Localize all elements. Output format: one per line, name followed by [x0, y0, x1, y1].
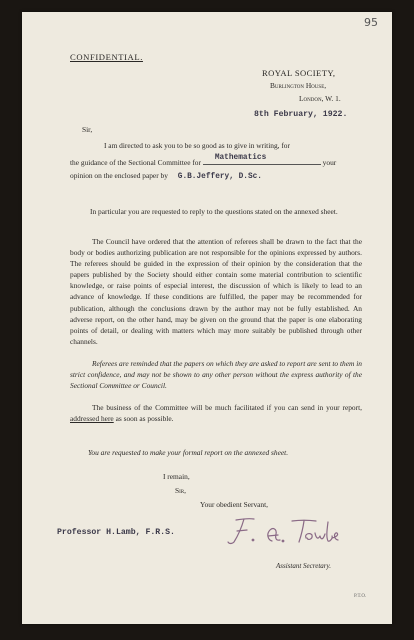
request-line-1: I am directed to ask you to be so good as to give in writing, for [104, 141, 290, 150]
business-text-b: as soon as possible. [115, 414, 174, 424]
signatory-title: Assistant Secretary. [276, 562, 331, 570]
address-line1: Burlington House, [270, 81, 327, 90]
closing-servant: Your obedient Servant, [200, 500, 269, 509]
recipient-name: Professor H.Lamb, F.R.S. [57, 528, 175, 537]
request-post: your [322, 158, 337, 167]
letter-date: 8th February, 1922. [254, 110, 348, 119]
paper-author: G.B.Jeffery, D.Sc. [177, 173, 262, 181]
confidential-heading: CONFIDENTIAL. [70, 52, 143, 62]
request-pre: the guidance of the Sectional Committee for [70, 158, 201, 167]
request-line-3 [70, 171, 262, 181]
folio-number: 95 [364, 16, 378, 29]
paragraph-business [70, 402, 362, 424]
closing-remain: I remain, [163, 472, 190, 481]
committee-blank [203, 156, 321, 165]
paragraph-confidence: Referees are reminded that the papers on which they are asked to report are sent to them in strict confidence, and may not be shown to any other person without the express authority of the Sectional Committee or Council. [70, 359, 362, 391]
closing-sir: Sir, [175, 486, 186, 495]
opinion-pre: opinion on the enclosed paper by [70, 171, 168, 180]
paragraph-questions: In particular you are requested to reply to the questions stated on the annexed sheet. [90, 207, 338, 216]
paragraph-council: The Council have ordered that the attention of referees shall be drawn to the fact that the body or bodies authorizing publication are not responsible for the opinions expressed by authors. The referees should be guided in the expression of their opinion by the consideration that the papers published by the Society should either contain some material contribution to scientific knowledge, or raise points of especial interest, the discussion of which is likely to lead to an advance of knowledge. If these conditions are fulfilled, the paper may be recommended for publication, although the conclusions drawn by the author may not be fully established. An adverse report, on the other hand, may be given on the ground that the paper is one elaborating points of detail, or dealing with matters which may more suitably be published through other channels. [70, 237, 362, 346]
salutation: Sir, [82, 125, 93, 134]
addressed-here-text: addressed here [70, 414, 114, 424]
request-line-2 [70, 156, 336, 167]
pto-footer: P.T.O. [354, 594, 367, 599]
formal-report-note: You are requested to make your formal report on the annexed sheet. [88, 448, 289, 457]
address-org: ROYAL SOCIETY, [262, 68, 336, 78]
signature-image [220, 512, 350, 550]
committee-name: Mathematics [214, 154, 267, 162]
business-text-a: The business of the Committee will be much facilitated if you can send in your report, [92, 403, 362, 412]
address-line2: London, W. 1. [299, 94, 341, 103]
